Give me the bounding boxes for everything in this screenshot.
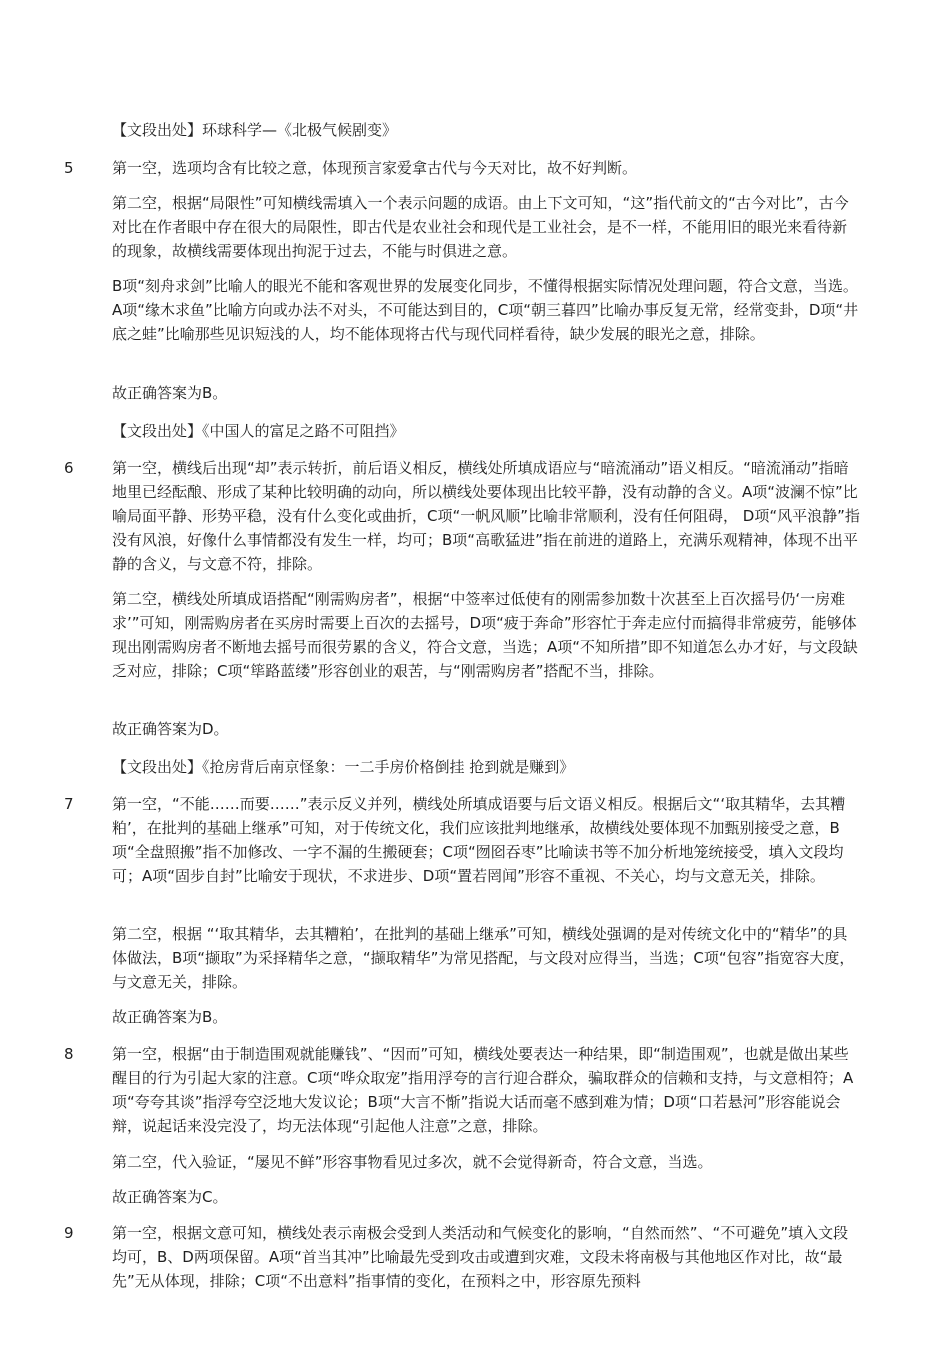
paragraph: 第一空，根据“由于制造围观就能赚钱”、“因而”可知，横线处要表达一种结果，即“制造围观”，也就是做出某些醒目的行为引起大家的注意。C项“哗众取宠”指用浮夸的言行迎合群众，骗取群众的信赖和支持，与文意相符；A项“夸夸其谈”指浮夸空泛地大发议论；B项“大言不惭”指说大话而毫不感到难为情；D项“口若悬河”形容能说会辩，说起话来没完没了，均无法体现“引起他人注意”之意，排除。	[112, 1045, 854, 1135]
question-number: 9	[64, 1224, 74, 1242]
source-note: 【文段出处】《中国人的富足之路不可阻挡》	[112, 422, 405, 440]
answer-line: 故正确答案为B。	[112, 384, 228, 402]
answer-line: 故正确答案为D。	[112, 720, 229, 738]
paragraph: B项“刻舟求剑”比喻人的眼光不能和客观世界的发展变化同步，不懂得根据实际情况处理问题，符合文意，当选。A项“缘木求鱼”比喻方向或办法不对头，不可能达到目的，C项“朝三暮四”比喻办事反复无常，经常变卦，D项“井底之蛙”比喻那些见识短浅的人，均不能体现将古代与现代同样看待，缺少发展的眼光之意，排除。	[112, 277, 859, 343]
paragraph: 第二空，代入验证，“屡见不鲜”形容事物看见过多次，就不会觉得新奇，符合文意，当选。	[112, 1153, 713, 1171]
source-note: 【文段出处】环球科学—《北极气候剧变》	[112, 121, 398, 139]
paragraph: 第一空，“不能……而要……”表示反义并列，横线处所填成语要与后文语义相反。根据后文“‘取其精华，去其糟粕’，在批判的基础上继承”可知，对于传统文化，我们应该批判地继承，故横线处要体现不加甄别接受之意，B项“全盘照搬”指不加修改、一字不漏的生搬硬套；C项“囫囵吞枣”比喻读书等不加分析地笼统接受，填入文段均可；A项“固步自封”比喻安于现状，不求进步、D项“置若罔闻”形容不重视、不关心，均与文意无关，排除。	[112, 795, 846, 885]
paragraph: 第一空，选项均含有比较之意，体现预言家爱拿古代与今天对比，故不好判断。	[112, 159, 638, 177]
paragraph: 第一空，横线后出现“却”表示转折，前后语义相反，横线处所填成语应与“暗流涌动”语义相反。“暗流涌动”指暗地里已经酝酿、形成了某种比较明确的动向，所以横线处要体现出比较平静，没有动静的含义。A项“波澜不惊”比喻局面平静、形势平稳，没有什么变化或曲折，C项“一帆风顺”比喻非常顺利，没有任何阻碍， D项“风平浪静”指没有风浪，好像什么事情都没有发生一样，均可；B项“高歌猛进”指在前进的道路上，充满乐观精神，体现不出平静的含义，与文意不符，排除。	[112, 459, 860, 573]
question-number: 6	[64, 459, 74, 477]
paragraph: 第二空，横线处所填成语搭配“刚需购房者”，根据“中签率过低使有的刚需参加数十次甚至上百次摇号仍‘一房难求’”可知，刚需购房者在买房时需要上百次的去摇号，D项“疲于奔命”形容忙于奔走应付而搞得非常疲劳，能够体现出刚需购房者不断地去摇号而很劳累的含义，符合文意，当选；A项“不知所措”即不知道怎么办才好，与文段缺乏对应，排除；C项“筚路蓝缕”形容创业的艰苦，与“刚需购房者”搭配不当，排除。	[112, 590, 858, 680]
answer-line: 故正确答案为B。	[112, 1008, 228, 1026]
question-number: 7	[64, 795, 74, 813]
source-note: 【文段出处】《抢房背后南京怪象：一二手房价格倒挂 抢到就是赚到》	[112, 758, 575, 776]
question-number: 8	[64, 1045, 74, 1063]
paragraph: 第一空，根据文意可知，横线处表示南极会受到人类活动和气候变化的影响，“自然而然”、“不可避免”填入文段均可，B、D两项保留。A项“首当其冲”比喻最先受到攻击或遭到灾难，文段未将南极与其他地区作对比，故“最先”无从体现，排除；C项“不出意料”指事情的变化，在预料之中，形容原先预料	[112, 1224, 849, 1290]
paragraph: 第二空，根据“局限性”可知横线需填入一个表示问题的成语。由上下文可知，“这”指代前文的“古今对比”，古今对比在作者眼中存在很大的局限性，即古代是农业社会和现代是工业社会，是不一样，不能用旧的眼光来看待新的现象，故横线需要体现出拘泥于过去，不能与时俱进之意。	[112, 194, 849, 260]
answer-line: 故正确答案为C。	[112, 1188, 228, 1206]
question-number: 5	[64, 159, 74, 177]
paragraph: 第二空，根据 “‘取其精华，去其糟粕’，在批判的基础上继承”可知，横线处强调的是对传统文化中的“精华”的具体做法，B项“撷取”为采择精华之意，“撷取精华”为常见搭配，与文段对应得当，当选；C项“包容”指宽容大度，与文意无关，排除。	[112, 925, 855, 991]
